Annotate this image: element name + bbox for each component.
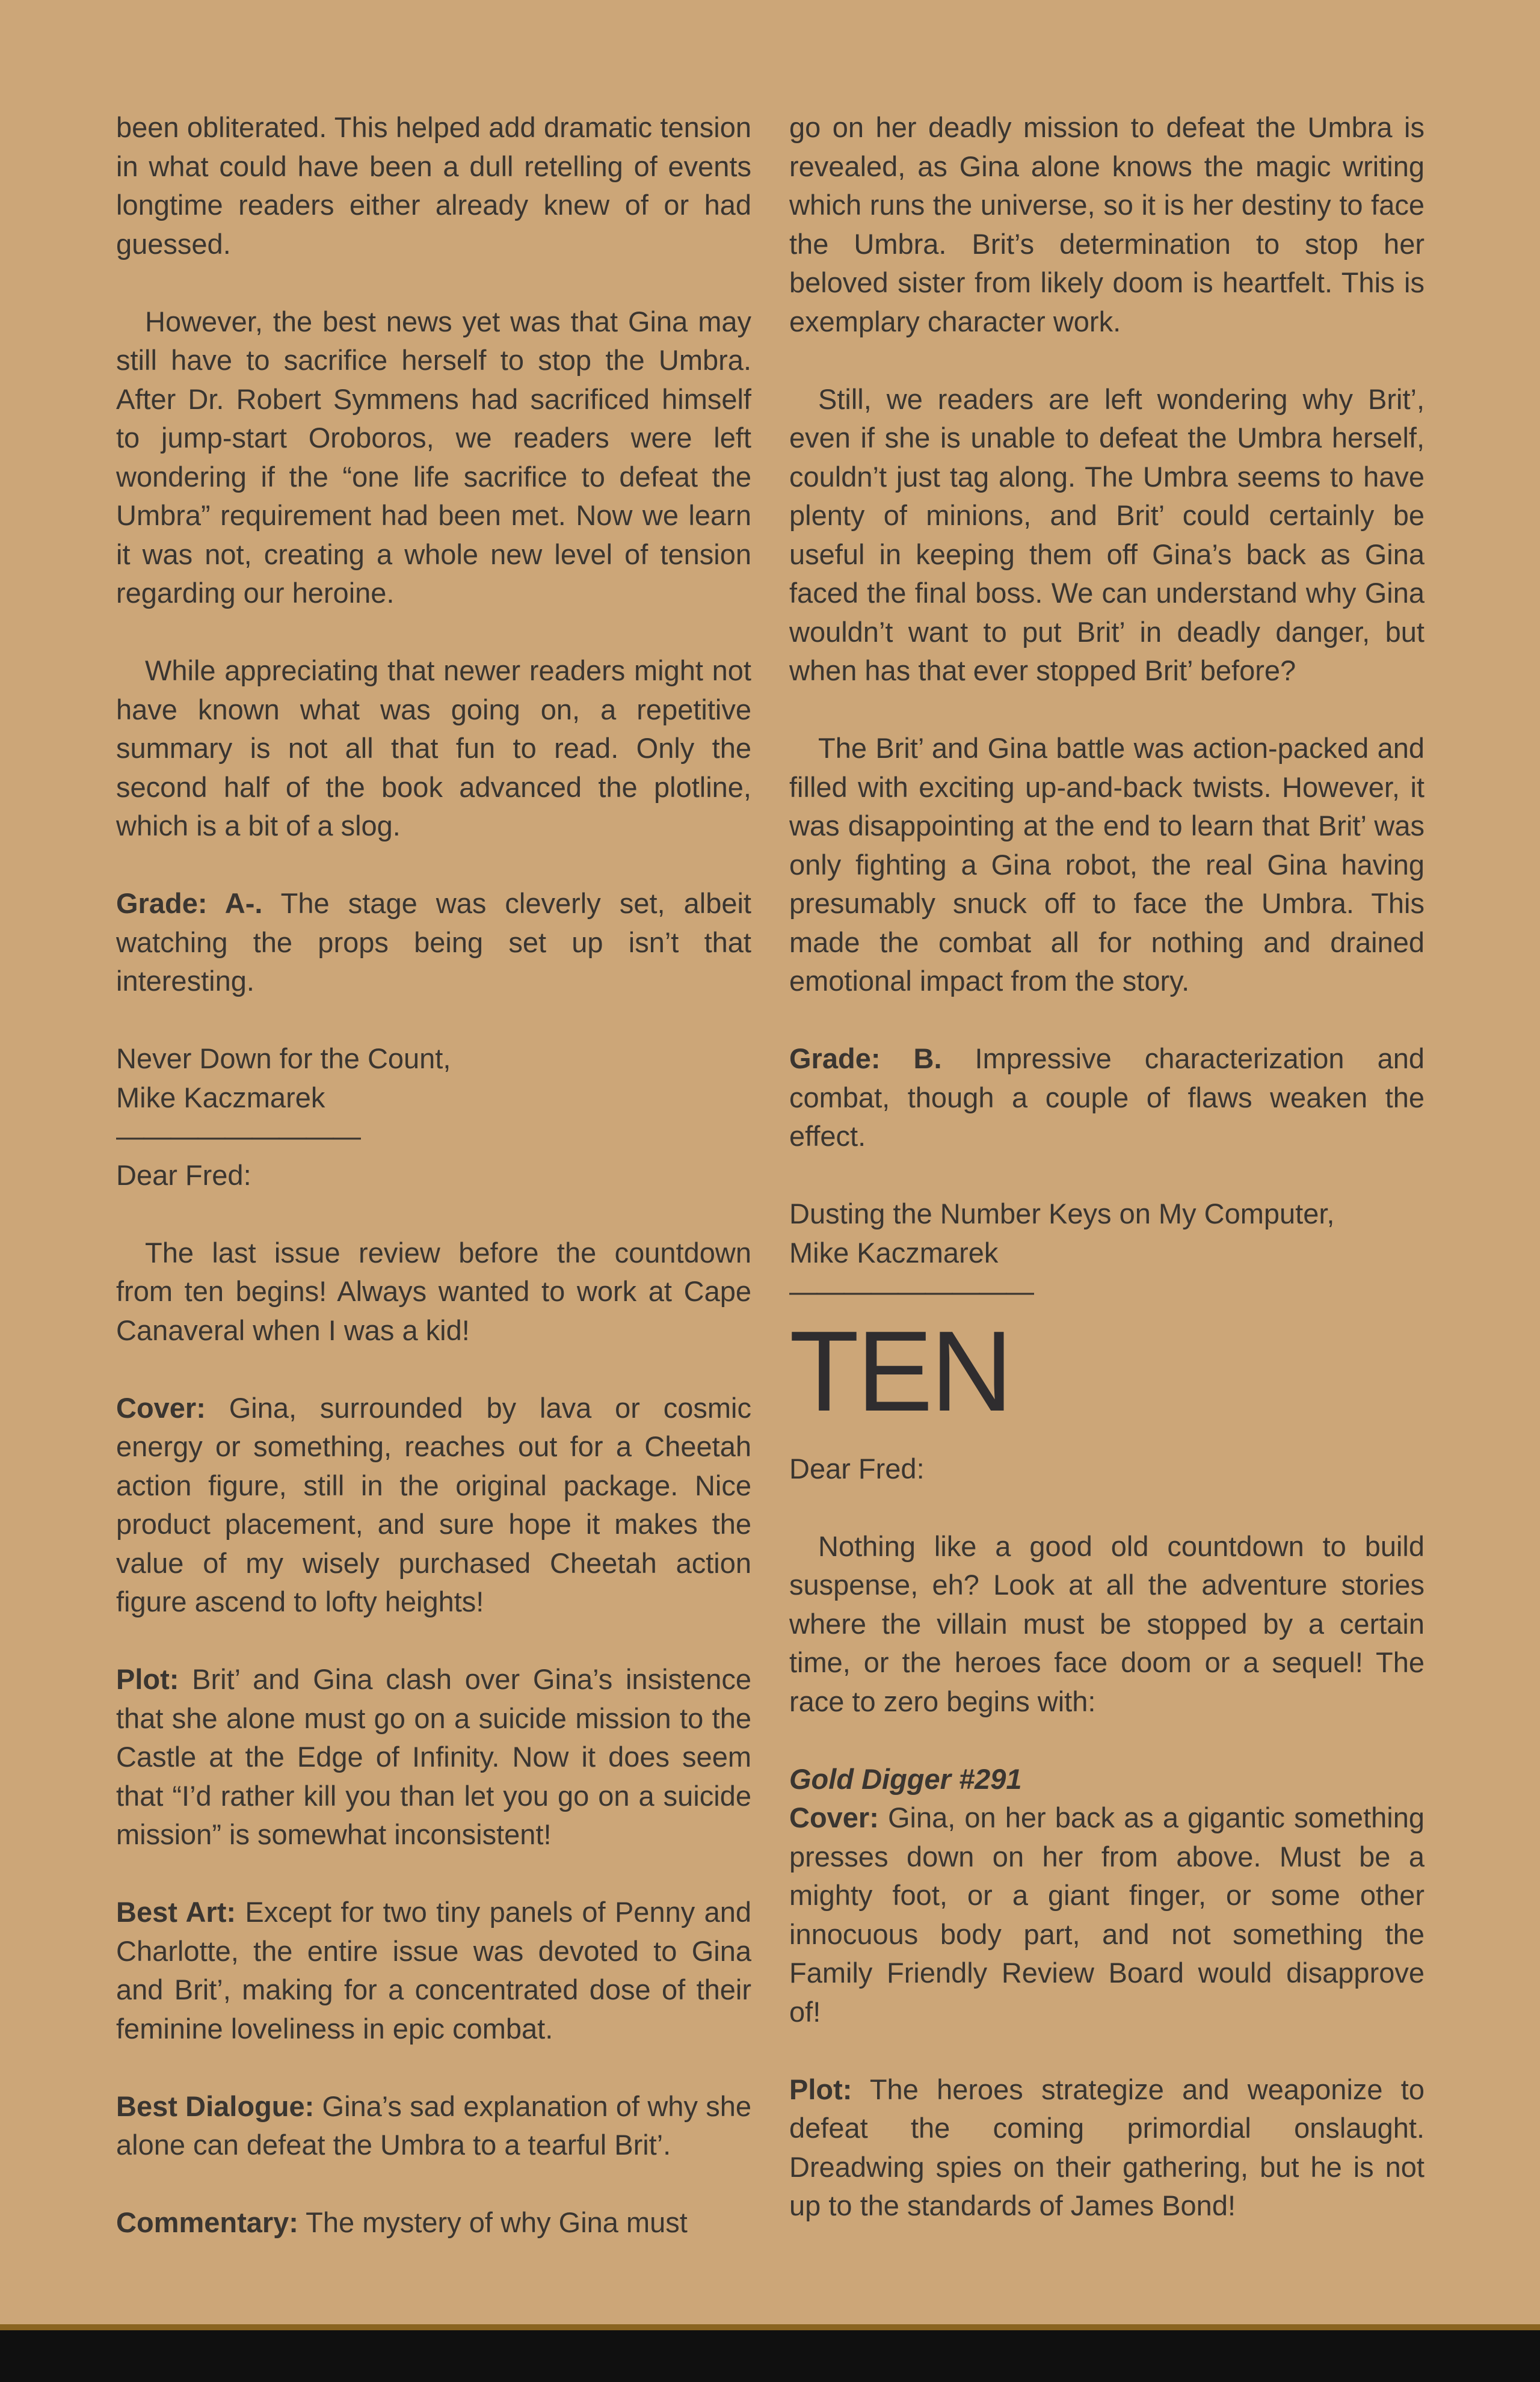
signoff-line: Dusting the Number Keys on My Computer,	[789, 1198, 1335, 1229]
left-column	[116, 108, 751, 2281]
best-dialogue-paragraph	[116, 2087, 751, 2165]
commentary-text: The mystery of why Gina must	[298, 2206, 688, 2238]
plot-paragraph	[789, 2070, 1424, 2226]
signoff-name: Mike Kaczmarek	[789, 1236, 999, 1269]
commentary-paragraph	[116, 2203, 751, 2242]
paragraph: The last issue review before the countdown from ten begins! Always wanted to work at Cape Canaveral when I was a kid!	[116, 1236, 751, 1346]
footer-bar	[0, 2330, 1540, 2382]
grade-label: Grade: B.	[789, 1042, 942, 1074]
cover-text: Gina, on her back as a gigantic something presses down on her from above. Must be a mighty foot, or a giant finger, or some other innocuous body part, and not something the Family Friendly Review Board would disapprove of!	[789, 1802, 1424, 2028]
salutation: Dear Fred:	[789, 1452, 925, 1485]
best-art-paragraph	[116, 1893, 751, 2048]
grade-label: Grade: A-.	[116, 887, 263, 919]
footer-divider	[0, 2324, 1540, 2330]
cover-paragraph	[789, 1799, 1424, 2031]
best-art-text: Except for two tiny panels of Penny and Charlotte, the entire issue was devoted to Gina and Brit’, making for a concentrated dose of their feminine loveliness in epic combat.	[116, 1896, 751, 2045]
paragraph: been obliterated. This helped add dramatic tension in what could have been a dull retelling of events longtime readers either already knew of or had guessed.	[116, 111, 751, 260]
grade-paragraph	[116, 884, 751, 1001]
grade-paragraph	[789, 1039, 1424, 1156]
signoff-line: Never Down for the Count,	[116, 1042, 451, 1074]
issue-title	[789, 1760, 1424, 1799]
paragraph: However, the best news yet was that Gina may still have to sacrifice herself to stop the Umbra. After Dr. Robert Symmens had sacrificed himself to jump-start Oroboros, we readers were left wondering if the “one life sacrifice to defeat the Umbra” requirement had been met. Now we learn it was not, creating a whole new level of tension regarding our heroine.	[116, 305, 751, 609]
grade-text: The stage was cleverly set, albeit watching the props being set up isn’t that interesting.	[116, 887, 751, 997]
plot-text: The heroes strategize and weaponize to defeat the coming primordial onslaught. Dreadwing spies on their gathering, but he is not up to the standards of James Bond!	[789, 2073, 1424, 2221]
plot-label: Plot:	[116, 1663, 179, 1695]
plot-paragraph	[116, 1660, 751, 1854]
paragraph: go on her deadly mission to defeat the Umbra is revealed, as Gina alone knows the magic writing which runs the universe, so it is her destiny to face the Umbra. Brit’s determination to stop her beloved sister from likely doom is heartfelt. This is exemplary character work.	[789, 111, 1424, 337]
best-dialogue-label: Best Dialogue:	[116, 2090, 315, 2122]
salutation: Dear Fred:	[116, 1159, 251, 1191]
cover-paragraph	[116, 1389, 751, 1622]
paragraph: Still, we readers are left wondering why Brit’, even if she is unable to defeat the Umbra herself, couldn’t just tag along. The Umbra seems to have plenty of minions, and Brit’ could certainly be useful in keeping them off Gina’s back as Gina faced the final boss. We can understand why Gina wouldn’t want to put Brit’ in deadly danger, but when has that ever stopped Brit’ before?	[789, 383, 1424, 686]
cover-label: Cover:	[116, 1391, 206, 1424]
plot-label: Plot:	[789, 2073, 852, 2105]
commentary-label: Commentary:	[116, 2206, 298, 2238]
plot-text: Brit’ and Gina clash over Gina’s insistence that she alone must go on a suicide mission to the Castle at the Edge of Infinity. Now it does seem that “I’d rather kill you than let you go on a suicide mission” is somewhat inconsistent!	[116, 1663, 751, 1850]
cover-text: Gina, surrounded by lava or cosmic energy or something, reaches out for a Cheetah action figure, still in the original package. Nice product placement, and sure hope it makes the value of my wisely purchased Cheetah action figure ascend to lofty heights!	[116, 1391, 751, 1617]
grade-text: Impressive characterization and combat, though a couple of flaws weaken the effect.	[789, 1042, 1424, 1152]
cover-label: Cover:	[789, 1802, 879, 1833]
signoff-name: Mike Kaczmarek	[116, 1081, 325, 1113]
right-column	[789, 108, 1424, 2264]
best-dialogue-text: Gina’s sad explanation of why she alone can defeat the Umbra to a tearful Brit’.	[116, 2090, 751, 2161]
separator-rule: —————————	[116, 1120, 360, 1152]
separator-rule: —————————	[789, 1275, 1033, 1307]
countdown-heading: TEN	[789, 1307, 1011, 1435]
paragraph: Nothing like a good old countdown to build suspense, eh? Look at all the adventure stories where the villain must be stopped by a certain time, or the heroes face doom or a sequel! The race to zero begins with:	[789, 1530, 1424, 1717]
best-art-label: Best Art:	[116, 1896, 236, 1928]
issue-title-text: Gold Digger #291	[789, 1762, 1022, 1795]
paragraph: While appreciating that newer readers might not have known what was going on, a repetitive summary is not all that fun to read. Only the second half of the book advanced the plotline, which is a bit of a slog.	[116, 654, 751, 842]
paragraph: The Brit’ and Gina battle was action-packed and filled with exciting up-and-back twists. However, it was disappointing at the end to learn that Brit’ was only fighting a Gina robot, the real Gina having presumably snuck off to face the Umbra. This made the combat all for nothing and drained emotional impact from the story.	[789, 732, 1424, 997]
